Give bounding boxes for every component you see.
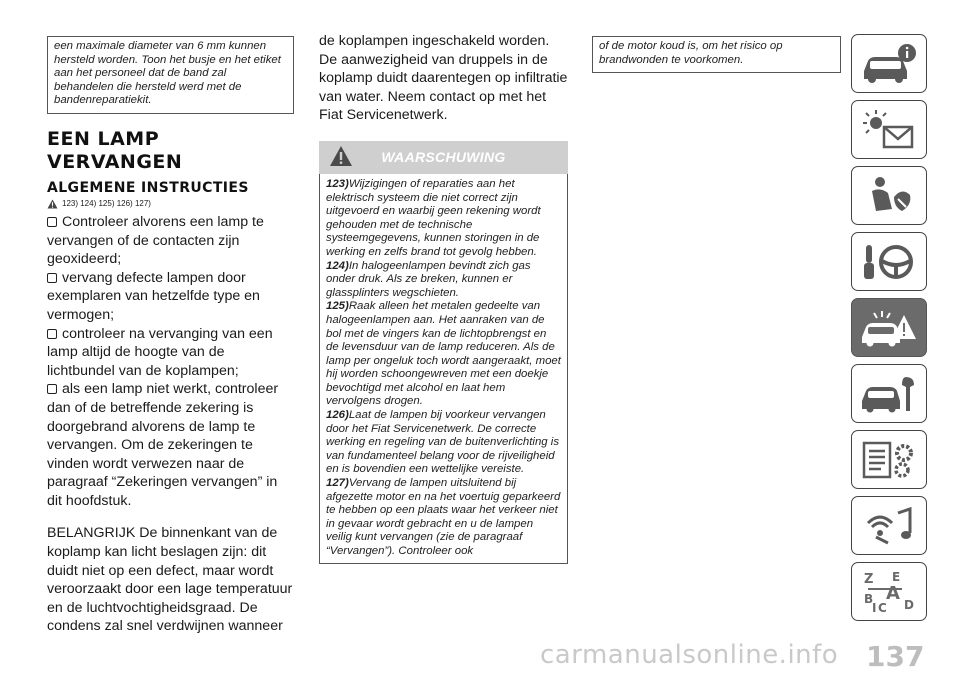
instruction-list — [47, 213, 294, 636]
car-breakdown-icon — [858, 305, 920, 351]
checkbox-bullet-icon — [47, 329, 57, 339]
seat-airbag-icon — [858, 173, 920, 219]
tab-emergency[interactable] — [851, 298, 927, 357]
warning-triangle-icon — [47, 199, 58, 209]
svg-text:Z: Z — [864, 571, 874, 587]
warning-item: 126)Laat de lampen bij voorkeur vervangen door het Fiat Servicenetwerk. De correcte werking en regeling van de buitenverlichting is van fundamenteel belang voor de rijveiligheid en is bovendien een wettelijke vereiste. — [326, 409, 560, 476]
checkbox-bullet-icon — [47, 273, 57, 283]
section-heading — [47, 128, 294, 174]
warning-item: 127)Vervang de lampen uitsluitend bij afgezette motor en na het voertuig geparkeerd te hebben op een plaats waar het verkeer niet in gevaar wordt gebracht en u de lampen veilig kunt vervangen (zie de paragraaf “Vervangen”). Controleer ook — [326, 477, 561, 557]
tab-safety[interactable] — [851, 166, 927, 225]
checkbox-bullet-icon — [47, 384, 57, 394]
page-number: 137 — [866, 640, 925, 673]
svg-text:E: E — [892, 569, 901, 584]
car-maintenance-icon — [858, 371, 920, 417]
section-heading-line2: VERVANGEN — [47, 150, 183, 173]
alphabetical-index-icon — [858, 569, 920, 615]
continued-note: een maximale diameter van 6 mm kunnen hersteld worden. Toon het busje en het etiket aan het personeel dat de band zal behandelen die hersteld werd met de bandenreparatiekit. — [47, 36, 294, 114]
tab-lights-messages[interactable] — [851, 100, 927, 159]
warning-header — [319, 141, 568, 174]
tab-technical-data[interactable] — [851, 430, 927, 489]
checkbox-bullet-icon — [47, 217, 57, 227]
lights-message-icon — [858, 107, 920, 153]
list-item: als een lamp niet werkt, controleer dan of de betreffende zekering is doorgebrand alvorens de lamp te vervangen. Om de zekeringen te vinden wordt verwezen naar de paragraaf “Zekeringen vervangen” in dit hoofdstuk. — [47, 381, 279, 509]
watermark: carmanualsonline.info — [540, 640, 839, 670]
warning-references — [47, 199, 294, 209]
warning-triangle-icon — [329, 145, 353, 167]
section-heading-line1: EEN LAMP — [47, 127, 160, 150]
tab-starting-driving[interactable] — [851, 232, 927, 291]
svg-text:B: B — [864, 591, 874, 606]
tab-maintenance[interactable] — [851, 364, 927, 423]
spec-list-icon — [858, 437, 920, 483]
column-left — [47, 36, 294, 636]
warning-item: 125)Raak alleen het metalen gedeelte van halogeenlampen aan. Het aanraken van de bol met de vingers kan de lichtopbrengst en de levensduur van de lamp reduceren. Als de lamp per ongeluk toch wordt aangeraakt, moet hij worden schoongewreven met een doekje bevochtigd met alcohol en laat hem vervolgens drogen. — [326, 300, 561, 408]
svg-text:I: I — [872, 600, 877, 615]
svg-text:C: C — [878, 600, 887, 615]
key-steering-wheel-icon — [858, 239, 920, 285]
tab-multimedia[interactable] — [851, 496, 927, 555]
list-item: Controleer alvorens een lamp te vervangen of de contacten zijn geoxideerd; — [47, 213, 264, 268]
list-item: vervang defecte lampen door exemplaren van hetzelfde type en vermogen; — [47, 269, 260, 323]
important-paragraph: BELANGRIJK De binnenkant van de koplamp kan licht beslagen zijn: dit duidt niet op een defect, maar wordt veroorzaakt door een lage temperatuur en de luchtvochtigheidsgraad. De condens zal snel verdwijnen wanneer — [47, 525, 293, 635]
svg-text:A: A — [886, 582, 900, 604]
column-middle — [319, 33, 568, 564]
svg-text:D: D — [904, 597, 914, 612]
car-info-icon — [858, 41, 920, 87]
column-right — [592, 36, 841, 73]
chapter-sidebar — [851, 34, 927, 628]
references-text: 123) 124) 125) 126) 127) — [62, 199, 151, 209]
tab-index[interactable] — [851, 562, 927, 621]
continued-paragraph: de koplampen ingeschakeld worden. De aanwezigheid van druppels in de koplamp duidt daarentegen op infiltratie van water. Neem contact op met het Fiat Servicenetwerk. — [319, 33, 568, 124]
list-item: controleer na vervanging van een lamp altijd de hoogte van de lichtbundel van de koplampen; — [47, 325, 273, 379]
warning-box — [319, 174, 568, 564]
continued-warning-note: of de motor koud is, om het risico op brandwonden te voorkomen. — [592, 36, 841, 73]
warning-item: 123)Wijzigingen of reparaties aan het elektrisch systeem die niet correct zijn uitgevoerd en waarbij geen rekening wordt gehouden met de technische systeemgegevens, kunnen storingen in de werking en zelfs brand tot gevolg hebben. — [326, 177, 541, 258]
warning-item: 124)In halogeenlampen bevindt zich gas onder druk. Als ze breken, kunnen er glassplinters wegschieten. — [326, 259, 531, 299]
tab-car-info[interactable] — [851, 34, 927, 93]
warning-title: WAARSCHUWING — [381, 149, 506, 166]
subheading: ALGEMENE INSTRUCTIES — [47, 179, 249, 196]
multimedia-icon — [858, 503, 920, 549]
